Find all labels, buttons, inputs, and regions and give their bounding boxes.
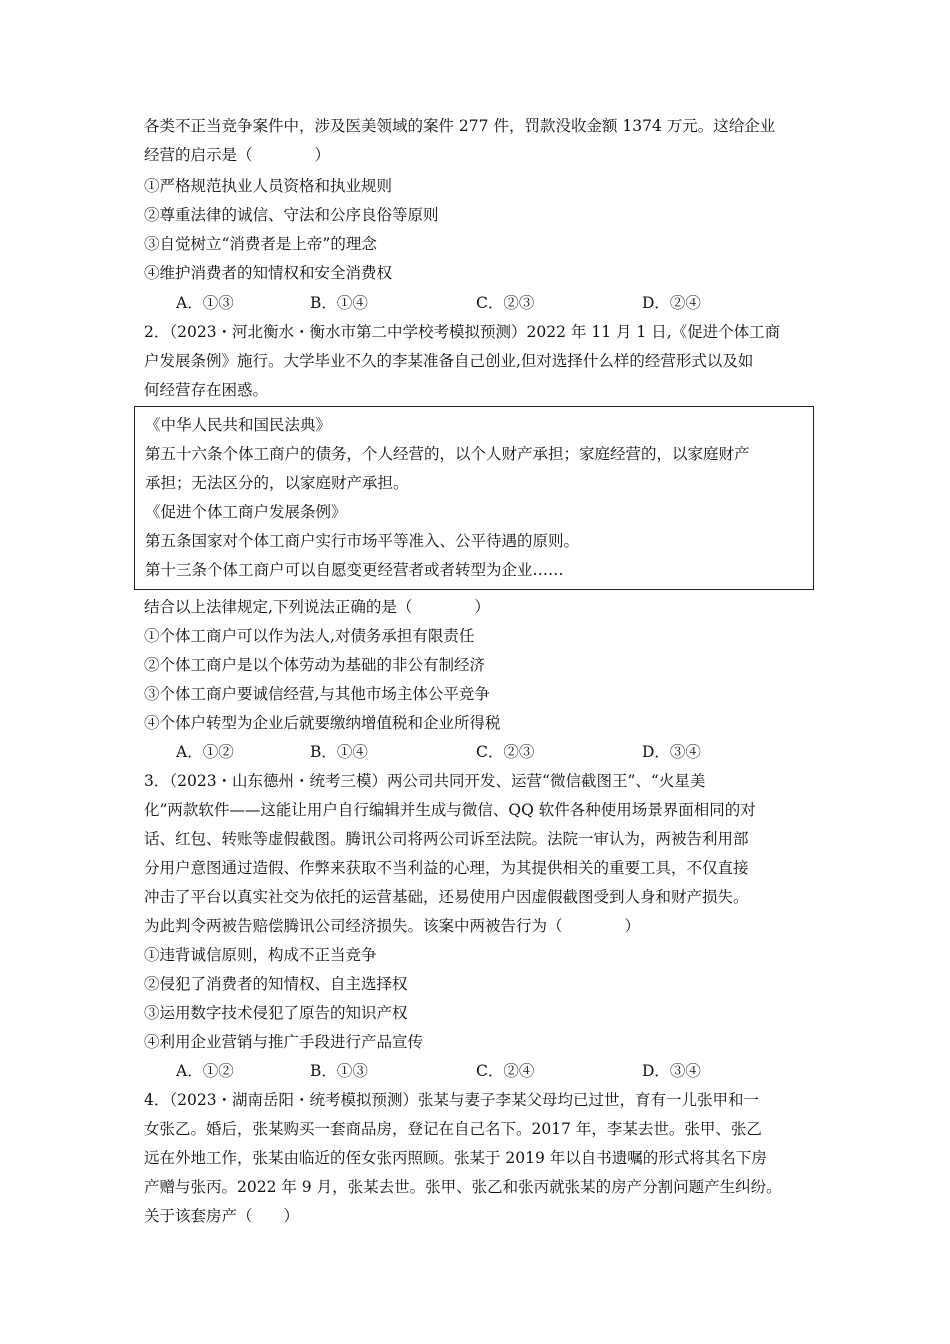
q2-item-4: ④个体户转型为企业后就要缴纳增值税和企业所得税 — [144, 714, 501, 732]
q1-option-b[interactable]: B．①④ — [310, 294, 368, 312]
q4-stem-line-2: 女张乙。婚后，张某购买一套商品房，登记在自己名下。2017 年，李某去世。张甲、张乙 — [144, 1120, 762, 1138]
q2-item-2: ②个体工商户是以个体劳动为基础的非公有制经济 — [144, 656, 486, 674]
q3-option-a[interactable]: A．①② — [176, 1062, 234, 1080]
q3-stem-line-6: 为此判令两被告赔偿腾讯公司经济损失。该案中两被告行为（ ） — [144, 917, 641, 935]
q3-item-4: ④利用企业营销与推广手段进行产品宣传 — [144, 1033, 424, 1051]
q3-stem-line-4: 分用户意图通过造假、作弊来获取不当利益的心理，为其提供相关的重要工具，不仅直接 — [144, 859, 749, 877]
q3-item-2: ②侵犯了消费者的知情权、自主选择权 — [144, 975, 408, 993]
law-excerpt-line-2: 第五十六条个体工商户的债务，个人经营的，以个人财产承担；家庭经营的，以家庭财产 — [145, 445, 750, 463]
q2-stem-line-2: 户发展条例》施行。大学毕业不久的李某准备自己创业,但对选择什么样的经营形式以及如 — [144, 352, 754, 370]
q3-stem-line-1: 3．（2023・山东德州・统考三模）两公司共同开发、运营“微信截图王”、“火星美 — [144, 772, 706, 790]
q2-options — [176, 741, 796, 763]
q4-stem-line-4: 产赠与张丙。2022 年 9 月，张某去世。张甲、张乙和张丙就张某的房产分割问题产生纠纷。 — [144, 1178, 782, 1196]
q1-stem-line-2: 经营的启示是（ ） — [144, 146, 331, 164]
q2-question: 结合以上法律规定,下列说法正确的是（ ） — [144, 598, 490, 616]
q2-item-1: ①个体工商户可以作为法人,对债务承担有限责任 — [144, 627, 475, 645]
q2-option-a[interactable]: A．①② — [176, 743, 234, 761]
q2-stem-line-3: 何经营存在困惑。 — [144, 381, 269, 399]
q3-stem-line-3: 话、红包、转账等虚假截图。腾讯公司将两公司诉至法院。法院一审认为，两被告利用部 — [144, 830, 749, 848]
q1-item-2: ②尊重法律的诚信、守法和公序良俗等原则 — [144, 206, 439, 224]
q3-option-b[interactable]: B．①③ — [310, 1062, 368, 1080]
q1-option-a[interactable]: A．①③ — [176, 294, 234, 312]
q3-option-c[interactable]: C．②④ — [476, 1062, 535, 1080]
law-excerpt-line-1: 《中华人民共和国民法典》 — [145, 416, 332, 434]
q4-stem-line-1: 4．（2023・湖南岳阳・统考模拟预测）张某与妻子李某父母均已过世，育有一儿张甲和一 — [144, 1091, 760, 1109]
law-excerpt-box — [134, 406, 814, 590]
q1-item-4: ④维护消费者的知情权和安全消费权 — [144, 264, 393, 282]
q3-item-3: ③运用数字技术侵犯了原告的知识产权 — [144, 1004, 408, 1022]
q4-stem-line-3: 远在外地工作，张某由临近的侄女张丙照顾。张某于 2019 年以自书遗嘱的形式将其名下房 — [144, 1149, 767, 1167]
q1-options — [176, 292, 796, 314]
q4-stem-line-5: 关于该套房产（ ） — [144, 1207, 300, 1225]
q1-option-d[interactable]: D．②④ — [642, 294, 701, 312]
q1-stem-line-1: 各类不正当竞争案件中，涉及医美领域的案件 277 件，罚款没收金额 1374 万元。这给企业 — [144, 117, 776, 135]
q2-item-3: ③个体工商户要诚信经营,与其他市场主体公平竞争 — [144, 685, 490, 703]
q1-option-c[interactable]: C．②③ — [476, 294, 535, 312]
q3-option-d[interactable]: D．③④ — [642, 1062, 701, 1080]
q3-options — [176, 1060, 796, 1082]
law-excerpt-line-6: 第十三条个体工商户可以自愿变更经营者或者转型为企业…… — [145, 561, 564, 579]
q2-option-d[interactable]: D．③④ — [642, 743, 701, 761]
law-excerpt-line-4: 《促进个体工商户发展条例》 — [145, 503, 347, 521]
q2-stem-line-1: 2．（2023・河北衡水・衡水市第二中学校考模拟预测）2022 年 11 月 1 日,《促进个体工商 — [144, 323, 781, 341]
law-excerpt-line-3: 承担；无法区分的，以家庭财产承担。 — [145, 474, 409, 492]
law-excerpt-line-5: 第五条国家对个体工商户实行市场平等准入、公平待遇的原则。 — [145, 532, 580, 550]
q3-stem-line-5: 冲击了平台以真实社交为依托的运营基础，还易使用户因虚假截图受到人身和财产损失。 — [144, 888, 749, 906]
q3-item-1: ①违背诚信原则，构成不正当竞争 — [144, 946, 377, 964]
q1-item-3: ③自觉树立“消费者是上帝”的理念 — [144, 235, 377, 253]
q3-stem-line-2: 化”两款软件——这能让用户自行编辑并生成与微信、QQ 软件各种使用场景界面相同的对 — [144, 801, 756, 819]
q2-option-c[interactable]: C．②③ — [476, 743, 535, 761]
q2-option-b[interactable]: B．①④ — [310, 743, 368, 761]
q1-item-1: ①严格规范执业人员资格和执业规则 — [144, 177, 393, 195]
